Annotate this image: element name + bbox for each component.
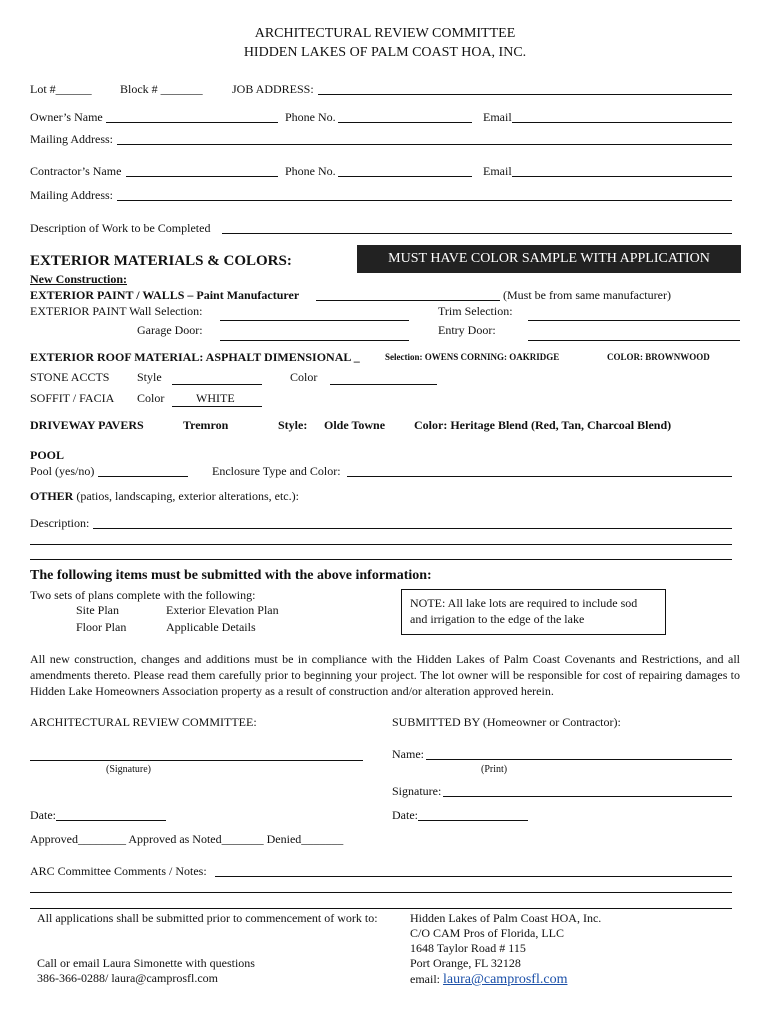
- email-label: email:: [410, 972, 443, 986]
- job-address-line[interactable]: [318, 94, 732, 95]
- site-plan-label: Site Plan: [76, 603, 120, 617]
- paint-manufacturer-line[interactable]: [316, 300, 500, 301]
- submission-heading: The following items must be submitted with the above information:: [30, 568, 432, 583]
- compliance-paragraph: All new construction, changes and additions must be in compliance with the Hidden Lakes of Palm Coast Covenants and Restrictions, and all amendments thereto. Please read them carefully prior to beginning your project. The lot owner will be responsible for cost of repairing damages to Hidden Lake Homeowners Association property as a result of construction and/or alteration approved herein.: [30, 652, 740, 698]
- stone-style-label: Style: [137, 370, 162, 384]
- owner-name-line[interactable]: [106, 122, 278, 123]
- wall-selection-line[interactable]: [220, 320, 409, 321]
- approval-status-row: Approved________ Approved as Noted_______ Denied_______: [30, 832, 344, 846]
- pool-yes-no-label: Pool (yes/no): [30, 464, 95, 478]
- submitter-name-label: Name:: [392, 747, 424, 761]
- pool-yes-no-line[interactable]: [98, 476, 188, 477]
- paint-manufacturer-label: EXTERIOR PAINT / WALLS – Paint Manufacturer: [30, 288, 300, 302]
- address-line-3: 1648 Taylor Road # 115: [410, 941, 526, 955]
- arc-signature-line[interactable]: [30, 760, 363, 761]
- owner-mailing-label: Mailing Address:: [30, 132, 113, 146]
- arc-label: ARCHITECTURAL REVIEW COMMITTEE:: [30, 715, 257, 729]
- stone-color-line[interactable]: [330, 384, 437, 385]
- email-row: [410, 972, 567, 988]
- submitter-signature-label: Signature:: [392, 784, 442, 798]
- owner-email-label: Email: [483, 110, 512, 124]
- lot-field-label: Lot #______: [30, 82, 92, 96]
- driveway-style-value: Olde Towne: [324, 418, 386, 432]
- soffit-color-label: Color: [137, 391, 165, 405]
- two-sets-label: Two sets of plans complete with the following:: [30, 588, 256, 602]
- wall-selection-label: EXTERIOR PAINT Wall Selection:: [30, 304, 203, 318]
- contractor-phone-label: Phone No.: [285, 164, 336, 178]
- color-sample-banner: MUST HAVE COLOR SAMPLE WITH APPLICATION: [357, 245, 741, 273]
- owner-name-label: Owner’s Name: [30, 110, 103, 124]
- lake-lot-note: NOTE: All lake lots are required to include sod and irrigation to the edge of the lake: [401, 589, 666, 635]
- enclosure-line[interactable]: [347, 476, 732, 477]
- exterior-elevation-label: Exterior Elevation Plan: [166, 603, 279, 617]
- block-field-label: Block # _______: [120, 82, 203, 96]
- arc-comments-line-1[interactable]: [215, 876, 732, 877]
- soffit-color-line[interactable]: [172, 406, 262, 407]
- roof-color: COLOR: BROWNWOOD: [607, 352, 710, 362]
- garage-door-label: Garage Door:: [137, 323, 203, 337]
- contractor-email-line[interactable]: [512, 176, 732, 177]
- entry-door-label: Entry Door:: [438, 323, 496, 337]
- owner-phone-label: Phone No.: [285, 110, 336, 124]
- new-construction-label: New Construction:: [30, 272, 127, 286]
- contractor-name-label: Contractor’s Name: [30, 164, 122, 178]
- roof-material-label: EXTERIOR ROOF MATERIAL: ASPHALT DIMENSIONAL _: [30, 350, 360, 364]
- address-line-2: C/O CAM Pros of Florida, LLC: [410, 926, 565, 940]
- contractor-name-line[interactable]: [126, 176, 278, 177]
- submitter-signature-line[interactable]: [443, 796, 732, 797]
- other-description-label: Description:: [30, 516, 90, 530]
- work-description-line[interactable]: [222, 233, 732, 234]
- submit-prior-note: All applications shall be submitted prior to commencement of work to:: [37, 911, 378, 925]
- contractor-phone-line[interactable]: [338, 176, 472, 177]
- work-description-label: Description of Work to be Completed: [30, 221, 211, 235]
- call-email-note: Call or email Laura Simonette with questions: [37, 956, 255, 970]
- owner-mailing-line[interactable]: [117, 144, 732, 145]
- signature-caption: (Signature): [106, 764, 151, 775]
- other-label: OTHER: [30, 489, 74, 503]
- entry-door-line[interactable]: [528, 340, 740, 341]
- floor-plan-label: Floor Plan: [76, 620, 127, 634]
- address-line-4: Port Orange, FL 32128: [410, 956, 521, 970]
- arc-date-label: Date:: [30, 808, 56, 822]
- submitted-by-label: SUBMITTED BY (Homeowner or Contractor):: [392, 715, 621, 729]
- exterior-heading: EXTERIOR MATERIALS & COLORS:: [30, 253, 292, 269]
- contractor-mailing-label: Mailing Address:: [30, 188, 113, 202]
- enclosure-label: Enclosure Type and Color:: [212, 464, 341, 478]
- trim-selection-line[interactable]: [528, 320, 740, 321]
- pool-heading: POOL: [30, 448, 65, 462]
- email-link[interactable]: laura@camprosfl.com: [443, 972, 568, 987]
- arc-date-line[interactable]: [56, 820, 166, 821]
- contact-phone-email: 386-366-0288/ laura@camprosfl.com: [37, 971, 219, 985]
- stone-accts-label: STONE ACCTS: [30, 370, 110, 384]
- address-line-1: Hidden Lakes of Palm Coast HOA, Inc.: [410, 911, 602, 925]
- applicable-details-label: Applicable Details: [166, 620, 256, 634]
- submitter-name-line[interactable]: [426, 759, 732, 760]
- other-description-line-2[interactable]: [30, 544, 732, 545]
- roof-selection: Selection: OWENS CORNING: OAKRIDGE: [385, 352, 560, 362]
- driveway-style-label: Style:: [278, 418, 308, 432]
- print-caption: (Print): [481, 764, 508, 775]
- soffit-facia-label: SOFFIT / FACIA: [30, 391, 115, 405]
- same-manufacturer-note: (Must be from same manufacturer): [503, 288, 671, 302]
- job-address-label: JOB ADDRESS:: [232, 82, 314, 96]
- owner-email-line[interactable]: [512, 122, 732, 123]
- soffit-color-value: WHITE: [196, 391, 235, 405]
- contractor-email-label: Email: [483, 164, 512, 178]
- owner-phone-line[interactable]: [338, 122, 472, 123]
- arc-comments-line-3[interactable]: [30, 908, 732, 909]
- submitter-date-label: Date:: [392, 808, 418, 822]
- other-detail: (patios, landscaping, exterior alterations, etc.):: [73, 489, 299, 503]
- submitter-date-line[interactable]: [418, 820, 528, 821]
- driveway-color: Color: Heritage Blend (Red, Tan, Charcoal Blend): [414, 418, 672, 432]
- stone-color-label: Color: [290, 370, 318, 384]
- other-description-line-1[interactable]: [93, 528, 732, 529]
- hoa-name: HIDDEN LAKES OF PALM COAST HOA, INC.: [243, 45, 527, 60]
- other-label-row: [30, 489, 299, 504]
- form-title: ARCHITECTURAL REVIEW COMMITTEE: [254, 26, 516, 41]
- stone-style-line[interactable]: [172, 384, 262, 385]
- arc-comments-line-2[interactable]: [30, 892, 732, 893]
- contractor-mailing-line[interactable]: [117, 200, 732, 201]
- other-description-line-3[interactable]: [30, 559, 732, 560]
- garage-door-line[interactable]: [220, 340, 409, 341]
- arc-comments-label: ARC Committee Comments / Notes:: [30, 864, 207, 878]
- driveway-brand: Tremron: [183, 418, 229, 432]
- driveway-pavers-label: DRIVEWAY PAVERS: [30, 418, 144, 432]
- trim-selection-label: Trim Selection:: [438, 304, 513, 318]
